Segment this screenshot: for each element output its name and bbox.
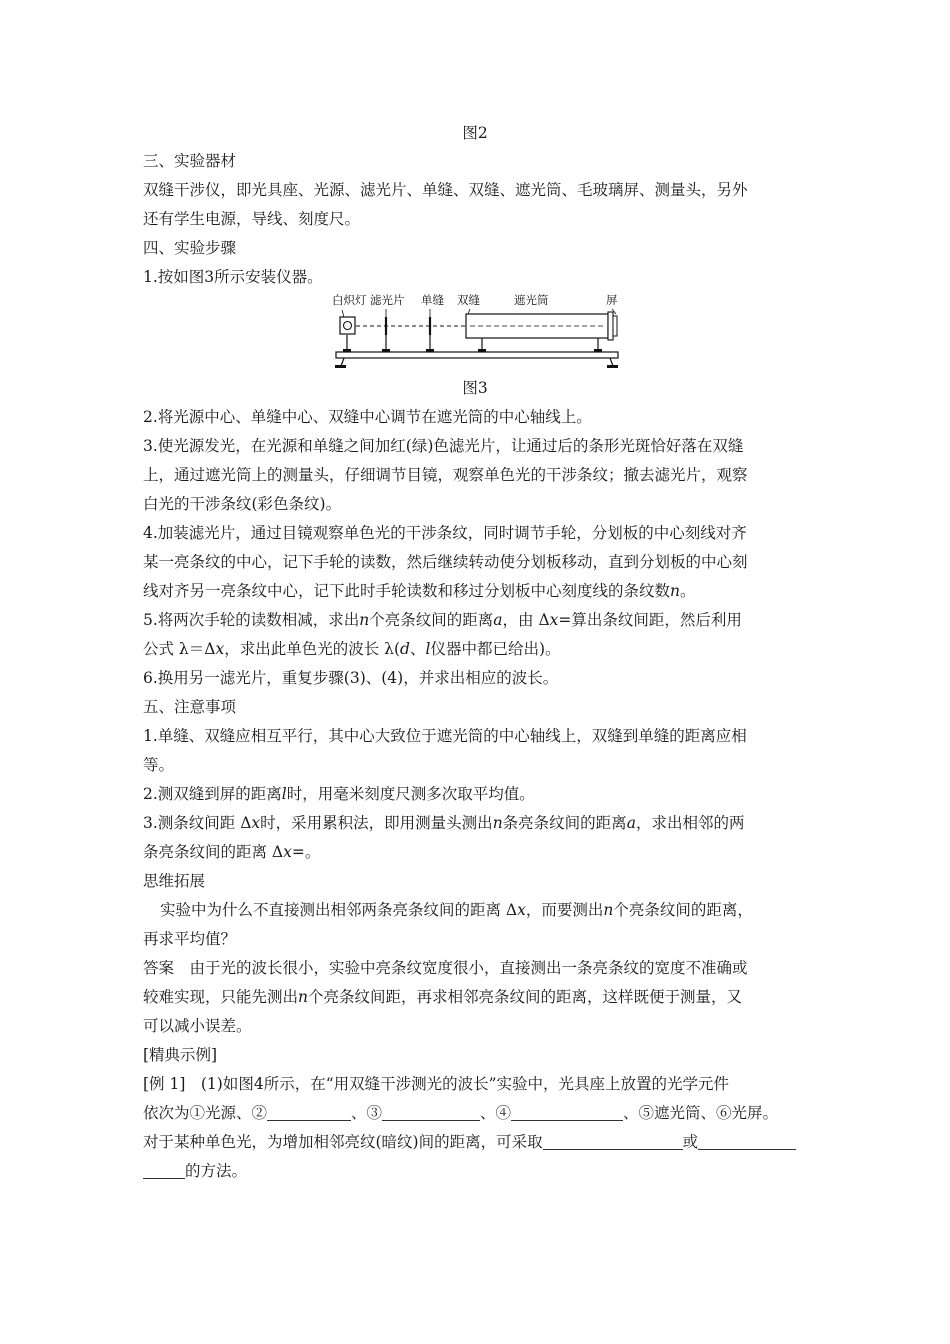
step-3-line-1: 3.使光源发光，在光源和单缝之间加红(绿)色滤光片，让通过后的条形光斑恰好落在双缝	[143, 437, 744, 455]
step-3-line-2: 上，通过遮光筒上的测量头，仔细调节目镜，观察单色光的干涉条纹；撤去滤光片，观察	[143, 466, 748, 484]
note-3-line-2: 条亮条纹间的距离 Δx=。	[143, 843, 321, 861]
answer-blank-4[interactable]	[511, 1102, 623, 1121]
example-1-line-4: 的方法。	[143, 1157, 815, 1186]
label-filter: 滤光片	[370, 293, 405, 307]
note-1-line-2: 等。	[143, 756, 175, 774]
answer-line-1: 答案 由于光的波长很小，实验中亮条纹宽度很小，直接测出一条亮条纹的宽度不准确或	[143, 959, 748, 977]
step-5-line-1: 5.将两次手轮的读数相减，求出n个亮条纹间的距离a，由 Δx=算出条纹间距，然后利用	[143, 611, 742, 629]
section-3-heading: 三、实验器材	[143, 152, 237, 170]
note-2: 2.测双缝到屏的距离l时，用毫米刻度尺测多次取平均值。	[143, 785, 535, 803]
answer-line-2: 较难实现，只能先测出n个亮条纹间距，再求相邻亮条纹间的距离，这样既便于测量，又	[143, 988, 743, 1006]
section-4-heading: 四、实验步骤	[143, 239, 237, 257]
screen-element	[608, 312, 613, 340]
answer-blank-3[interactable]	[382, 1102, 480, 1121]
example-1-line-2: 依次为①光源、② 、③ 、④ 、⑤遮光筒、⑥光屏。	[143, 1104, 779, 1122]
label-single-slit: 单缝	[421, 293, 444, 307]
step-4-line-3: 线对齐另一亮条纹中心，记下此时手轮读数和移过分划板中心刻度线的条纹数n。	[143, 582, 696, 600]
label-screen: 屏	[606, 293, 618, 307]
answer-blank-2[interactable]	[267, 1102, 351, 1121]
equipment-line-1: 双缝干涉仪，即光具座、光源、滤光片、单缝、双缝、遮光筒、毛玻璃屏、测量头，另外	[143, 181, 748, 199]
note-1-line-1: 1.单缝、双缝应相互平行，其中心大致位于遮光筒的中心轴线上，双缝到单缝的距离应相	[143, 727, 747, 745]
step-4-line-2: 某一亮条纹的中心，记下手轮的读数，然后继续转动使分划板移动，直到分划板的中心刻	[143, 553, 748, 571]
thinking-heading: 思维拓展	[143, 872, 206, 890]
figure-3-caption: 图3	[462, 379, 488, 397]
note-3-line-1: 3.测条纹间距 Δx时，采用累积法，即用测量头测出n条亮条纹间的距离a，求出相邻的两	[143, 814, 745, 832]
equipment-line-2: 还有学生电源，导线、刻度尺。	[143, 210, 361, 228]
step-3-line-3: 白光的干涉条纹(彩色条纹)。	[143, 495, 342, 513]
section-5-heading: 五、注意事项	[143, 698, 237, 716]
figure-3-apparatus-diagram	[332, 292, 622, 370]
step-2: 2.将光源中心、单缝中心、双缝中心调节在遮光筒的中心轴线上。	[143, 408, 592, 426]
step-1: 1.按如图3所示安装仪器。	[143, 268, 323, 286]
lamp-box	[340, 317, 355, 334]
example-1-line-1: [例 1] (1)如图4所示，在“用双缝干涉测光的波长”实验中，光具座上放置的光学元件	[143, 1075, 730, 1093]
label-incandescent-lamp: 白炽灯	[332, 293, 367, 307]
step-5-line-2: 公式 λ＝Δx，求出此单色光的波长 λ(d、l仪器中都已给出)。	[143, 640, 561, 658]
label-shade-tube: 遮光筒	[514, 293, 549, 307]
answer-blank-method-2a[interactable]	[698, 1131, 796, 1150]
answer-blank-method-1[interactable]	[543, 1131, 683, 1150]
thinking-question-line-1: 实验中为什么不直接测出相邻两条亮条纹间的距离 Δx，而要测出n个亮条纹间的距离，	[160, 901, 753, 919]
step-6: 6.换用另一滤光片，重复步骤(3)、(4)，并求出相应的波长。	[143, 669, 559, 687]
answer-line-3: 可以减小误差。	[143, 1017, 252, 1035]
step-4-line-1: 4.加装滤光片，通过目镜观察单色光的干涉条纹，同时调节手轮，分划板的中心刻线对齐	[143, 524, 747, 542]
answer-blank-method-2b[interactable]	[143, 1160, 185, 1179]
optical-bench	[336, 352, 618, 358]
label-double-slit: 双缝	[457, 293, 480, 307]
thinking-question-line-2: 再求平均值？	[143, 930, 237, 948]
example-1-line-3: 对于某种单色光，为增加相邻亮纹(暗纹)间的距离，可采取 或	[143, 1128, 815, 1157]
example-heading: [精典示例]	[143, 1046, 218, 1064]
figure-2-caption: 图2	[462, 124, 488, 142]
